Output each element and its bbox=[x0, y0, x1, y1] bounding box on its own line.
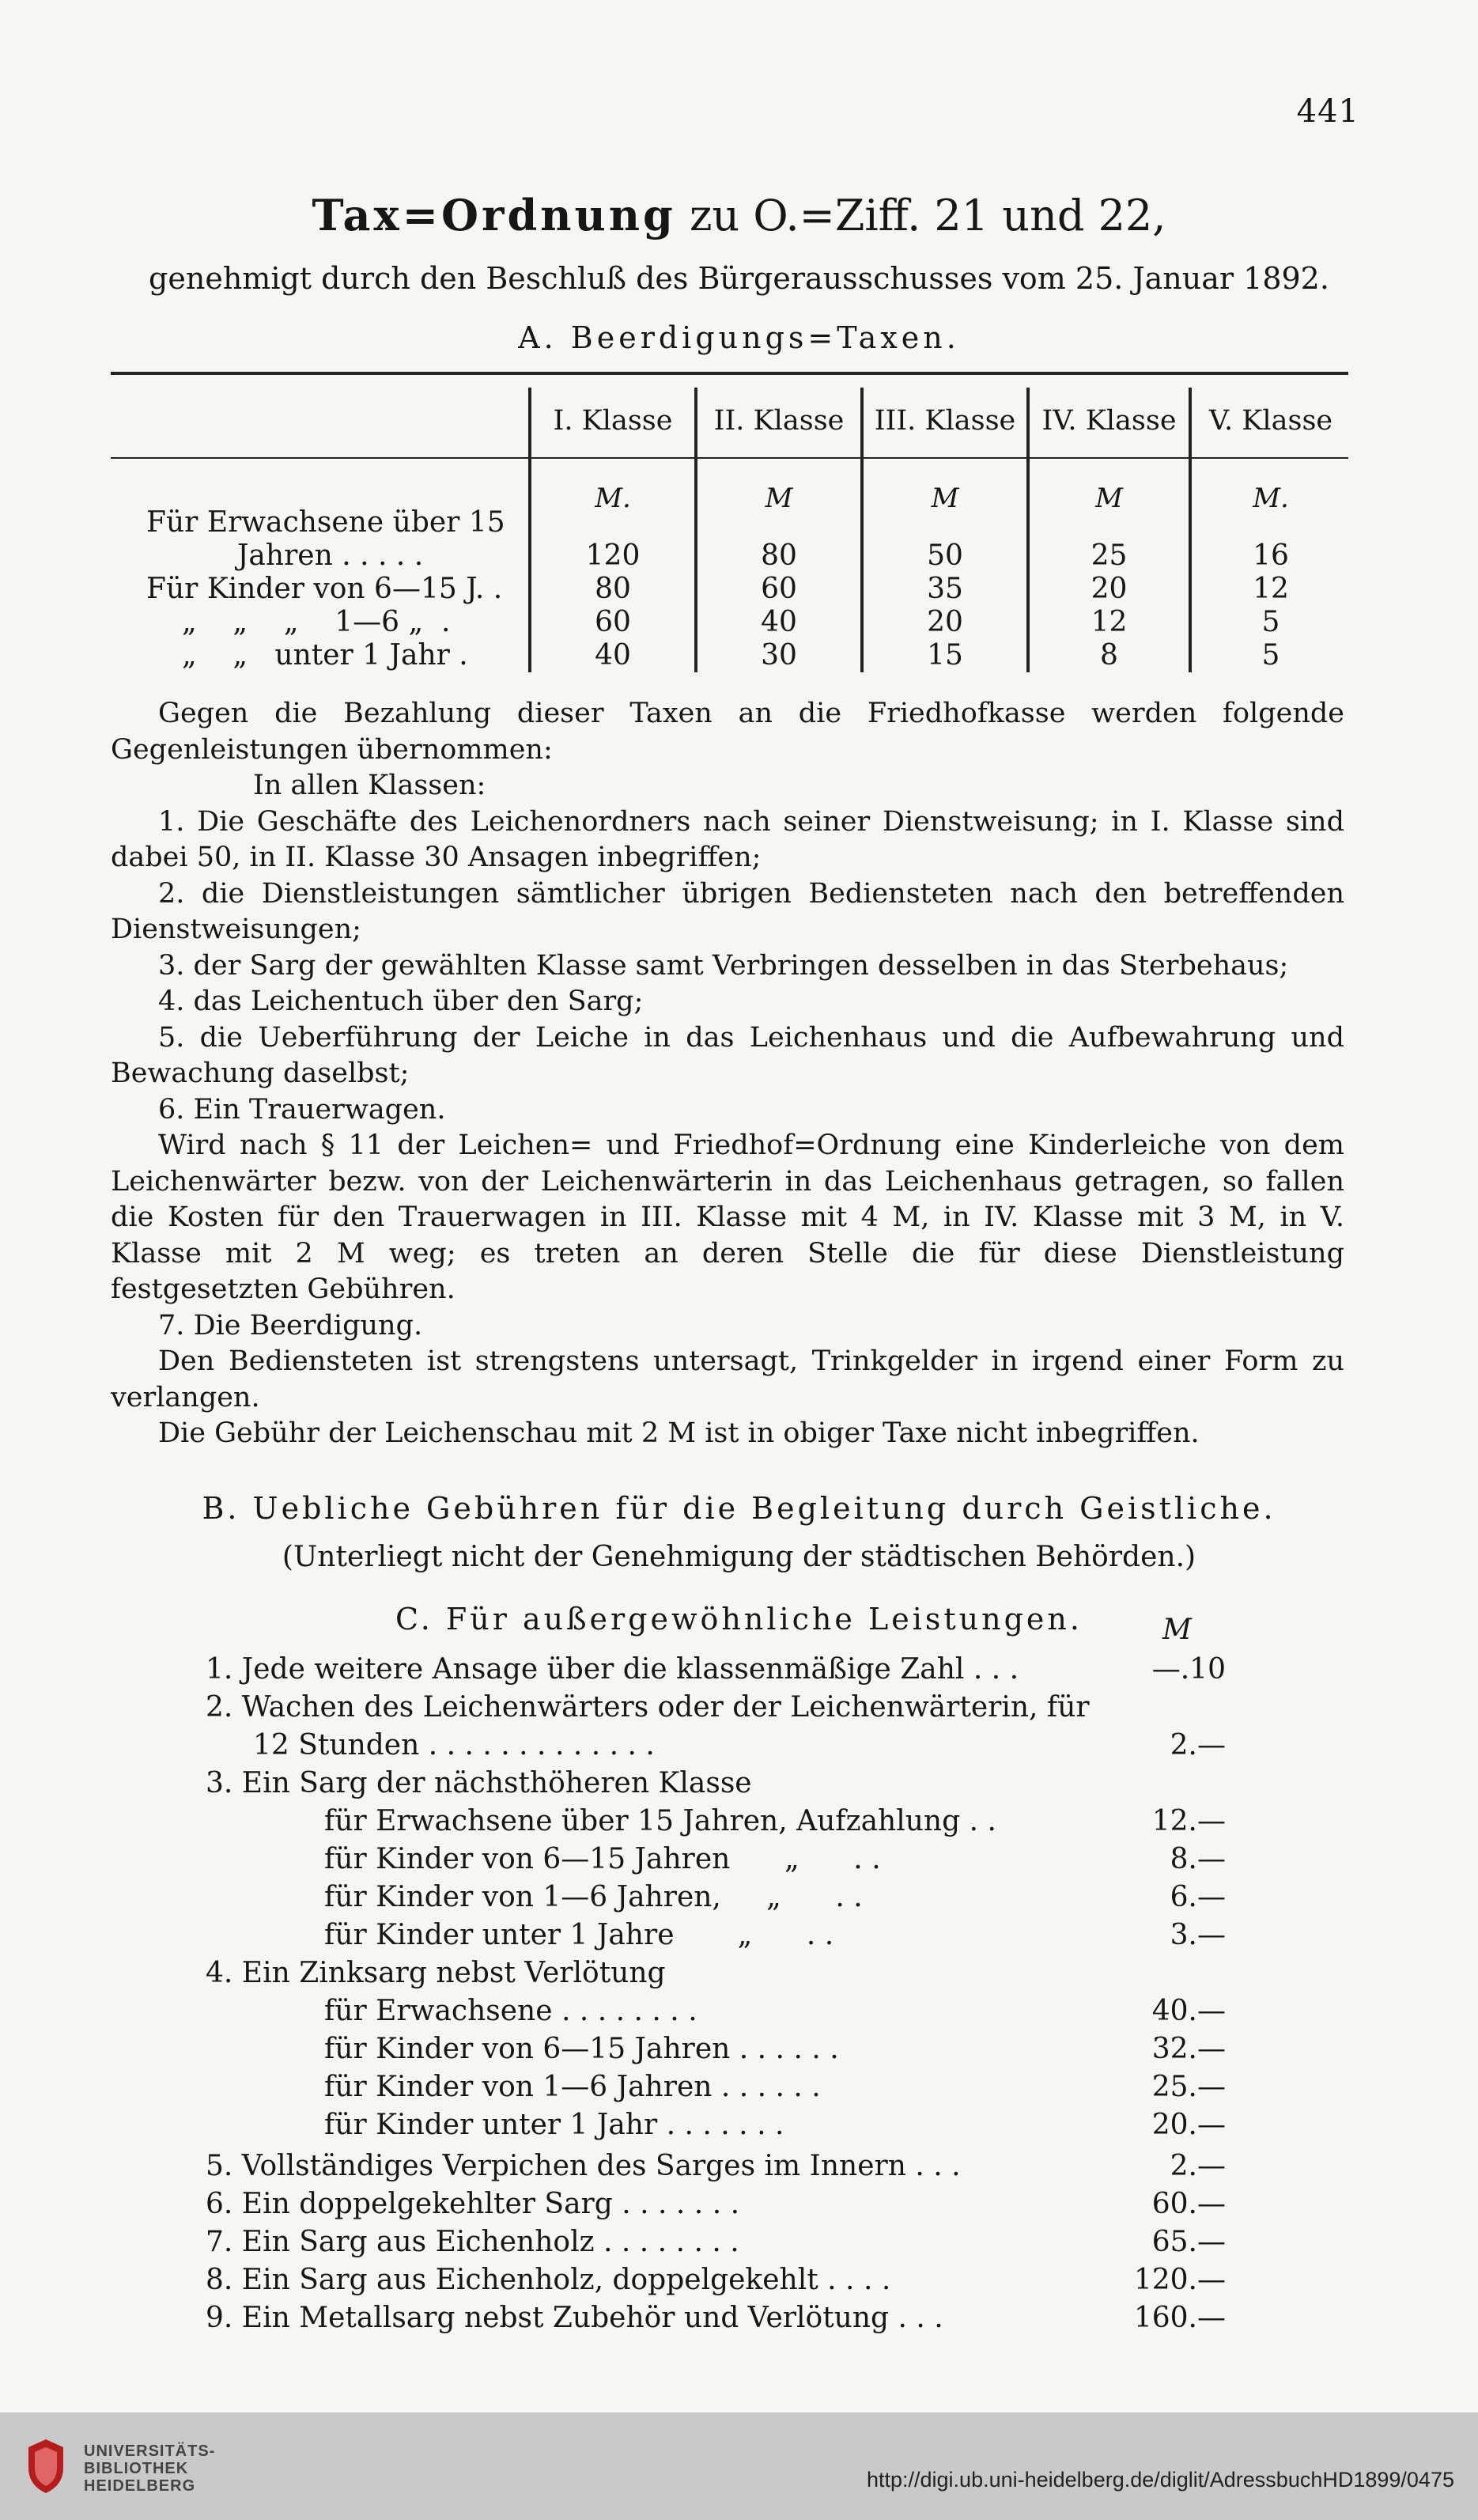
title-rest: zu O.=Ziff. 21 und 22, bbox=[689, 191, 1166, 240]
table-cell: 12 bbox=[1091, 606, 1128, 638]
fee-amount: 2.— bbox=[1170, 1729, 1226, 1761]
fee-amount: 12.— bbox=[1151, 1805, 1226, 1837]
fee-amount: —.10 bbox=[1151, 1653, 1226, 1686]
fee-amount: 40.— bbox=[1151, 1995, 1226, 2027]
currency-unit: M. bbox=[1253, 482, 1289, 514]
fee-item: für Kinder unter 1 Jahre „ . . bbox=[324, 1919, 834, 1951]
service-item: 4. das Leichentuch über den Sarg; bbox=[158, 986, 644, 1017]
table-cell: 5 bbox=[1261, 639, 1280, 672]
table-header-rule bbox=[111, 457, 1348, 459]
fee-item: 6. Ein doppelgekehlter Sarg . . . . . . . bbox=[206, 2188, 740, 2220]
table-header: II. Klasse bbox=[713, 405, 845, 437]
source-url-link[interactable]: http://digi.ub.uni-heidelberg.de/diglit/AdressbuchHD1899/0475 bbox=[866, 2468, 1454, 2492]
currency-unit: M bbox=[931, 482, 959, 514]
library-line: UNIVERSITÄTS- bbox=[84, 2442, 216, 2460]
all-classes-label: In allen Klassen: bbox=[253, 770, 486, 801]
library-line: HEIDELBERG bbox=[84, 2477, 196, 2495]
fee-item: 7. Ein Sarg aus Eichenholz . . . . . . . . bbox=[206, 2226, 739, 2258]
table-cell: 80 bbox=[761, 539, 797, 572]
table-cell: 40 bbox=[761, 606, 797, 638]
service-item: 5. die Ueberführung der Leiche in das Leichenhaus und die Aufbewahrung und Bewachung daselbst; bbox=[111, 1021, 1344, 1089]
fee-amount: 20.— bbox=[1151, 2109, 1226, 2141]
service-item: 2. die Dienstleistungen sämtlicher übrigen Bediensteten nach den betreffenden Dienstweisungen; bbox=[111, 877, 1344, 945]
table-cell: 120 bbox=[585, 539, 641, 572]
service-item: 7. Die Beerdigung. bbox=[158, 1309, 423, 1341]
fee-amount: 25.— bbox=[1151, 2071, 1226, 2103]
fee-amount: 32.— bbox=[1151, 2033, 1226, 2065]
fee-item: für Kinder von 6—15 Jahren „ . . bbox=[324, 1843, 881, 1875]
document-subtitle: genehmigt durch den Beschluß des Bürgerausschusses vom 25. Januar 1892. bbox=[149, 261, 1329, 296]
table-header: V. Klasse bbox=[1208, 405, 1333, 437]
table-cell: 50 bbox=[927, 539, 963, 572]
fee-item: 5. Vollständiges Verpichen des Sarges im Innern . . . bbox=[206, 2150, 961, 2182]
fee-amount: 120.— bbox=[1133, 2264, 1226, 2296]
fee-amount: 6.— bbox=[1170, 1881, 1226, 1913]
table-cell: 30 bbox=[761, 639, 797, 672]
fee-item: 4. Ein Zinksarg nebst Verlötung bbox=[206, 1957, 666, 1989]
document-title bbox=[0, 190, 1478, 240]
table-top-rule bbox=[111, 372, 1348, 375]
service-item: 1. Die Geschäfte des Leichenordners nach seiner Dienstweisung; in I. Klasse sind dabei 50, in II. Klasse 30 Ansagen inbegriffen; bbox=[111, 805, 1344, 873]
row-label: „ „ „ 1—6 „ . bbox=[182, 606, 451, 638]
fee-item: 2. Wachen des Leichenwärters oder der Leichenwärterin, für bbox=[206, 1691, 1090, 1724]
fee-item: für Erwachsene . . . . . . . . bbox=[324, 1995, 697, 2027]
row-label: Für Kinder von 6—15 J. . bbox=[146, 573, 503, 605]
section-b-heading: B. Uebliche Gebühren für die Begleitung durch Geistliche. bbox=[202, 1491, 1276, 1526]
fee-item: für Kinder von 1—6 Jahren, „ . . bbox=[324, 1881, 863, 1913]
table-cell: 40 bbox=[595, 639, 631, 672]
table-header: III. Klasse bbox=[874, 405, 1016, 437]
table-cell: 15 bbox=[927, 639, 963, 672]
fee-amount: 60.— bbox=[1151, 2188, 1226, 2220]
note-paragraph: Wird nach § 11 der Leichen= und Friedhof=Ordnung eine Kinderleiche von dem Leichenwärter bezw. von der Leichenwärterin in das Leichenhaus getragen, so fallen die Kosten für den Trauerwagen in III. Klasse mit 4 M, in IV. Klasse mit 3 M, in V. Klasse mit 2 M weg; es treten an deren Stelle die für diese Dienstleistung festgesetzten Gebühren. bbox=[111, 1129, 1344, 1305]
table-cell: 80 bbox=[595, 573, 631, 605]
page-number: 441 bbox=[1296, 93, 1359, 130]
table-cell: 20 bbox=[1091, 573, 1128, 605]
fee-item: für Kinder von 6—15 Jahren . . . . . . bbox=[324, 2033, 839, 2065]
table-cell: 8 bbox=[1100, 639, 1118, 672]
section-c-heading: C. Für außergewöhnliche Leistungen. bbox=[395, 1602, 1083, 1636]
fee-item: 9. Ein Metallsarg nebst Zubehör und Verlötung . . . bbox=[206, 2302, 943, 2334]
currency-unit: M bbox=[1095, 482, 1123, 514]
fee-item: für Erwachsene über 15 Jahren, Aufzahlung . . bbox=[324, 1805, 996, 1837]
table-cell: 16 bbox=[1253, 539, 1289, 572]
table-cell: 35 bbox=[927, 573, 963, 605]
university-seal-icon bbox=[22, 2436, 70, 2496]
table-header: IV. Klasse bbox=[1041, 405, 1177, 437]
fee-list bbox=[206, 1653, 1226, 2405]
table-cell: 60 bbox=[761, 573, 797, 605]
intro-paragraph: Gegen die Bezahlung dieser Taxen an die Friedhofkasse werden folgende Gegenleistungen übernommen: bbox=[111, 698, 1344, 766]
note-paragraph: Den Bediensteten ist strengstens untersagt, Trinkgelder in irgend einer Form zu verlangen. bbox=[111, 1345, 1344, 1413]
fee-amount: 160.— bbox=[1133, 2302, 1226, 2334]
fee-item: 8. Ein Sarg aus Eichenholz, doppelgekehlt . . . . bbox=[206, 2264, 891, 2296]
fee-item: 12 Stunden . . . . . . . . . . . . . bbox=[253, 1729, 655, 1761]
row-label: „ „ unter 1 Jahr . bbox=[182, 639, 468, 672]
section-a-heading: A. Beerdigungs=Taxen. bbox=[518, 320, 960, 355]
fee-amount: 3.— bbox=[1170, 1919, 1226, 1951]
table-cell: 20 bbox=[927, 606, 963, 638]
fee-item: 1. Jede weitere Ansage über die klassenmäßige Zahl . . . bbox=[206, 1653, 1019, 1686]
table-cell: 5 bbox=[1261, 606, 1280, 638]
fee-amount: 8.— bbox=[1170, 1843, 1226, 1875]
service-item: 3. der Sarg der gewählten Klasse samt Verbringen desselben in das Sterbehaus; bbox=[158, 949, 1289, 982]
currency-unit: M. bbox=[595, 482, 631, 514]
digitization-footer bbox=[0, 2412, 1478, 2520]
section-b-note: (Unterliegt nicht der Genehmigung der städtischen Behörden.) bbox=[282, 1541, 1196, 1573]
text-block bbox=[111, 696, 1344, 1452]
table-header: I. Klasse bbox=[553, 405, 673, 437]
title-main: Tax=Ordnung bbox=[312, 190, 676, 240]
fee-item: für Kinder unter 1 Jahr . . . . . . . bbox=[324, 2109, 784, 2141]
library-line: BIBLIOTHEK bbox=[84, 2460, 189, 2477]
row-label: Für Erwachsene über 15 bbox=[146, 506, 505, 539]
table-cell: 60 bbox=[595, 606, 631, 638]
table-cell: 12 bbox=[1253, 573, 1289, 605]
currency-unit: M bbox=[1162, 1614, 1192, 1646]
table-cell: 25 bbox=[1091, 539, 1128, 572]
library-name bbox=[84, 2442, 215, 2495]
fee-item: für Kinder von 1—6 Jahren . . . . . . bbox=[324, 2071, 821, 2103]
fee-item: 3. Ein Sarg der nächsthöheren Klasse bbox=[206, 1767, 752, 1799]
service-item: 6. Ein Trauerwagen. bbox=[158, 1093, 446, 1126]
fee-amount: 2.— bbox=[1170, 2150, 1226, 2182]
note-paragraph: Die Gebühr der Leichenschau mit 2 M ist in obiger Taxe nicht inbegriffen. bbox=[158, 1417, 1200, 1449]
row-label: Jahren . . . . . bbox=[237, 539, 424, 572]
fee-amount: 65.— bbox=[1151, 2226, 1226, 2258]
currency-unit: M bbox=[765, 482, 793, 514]
